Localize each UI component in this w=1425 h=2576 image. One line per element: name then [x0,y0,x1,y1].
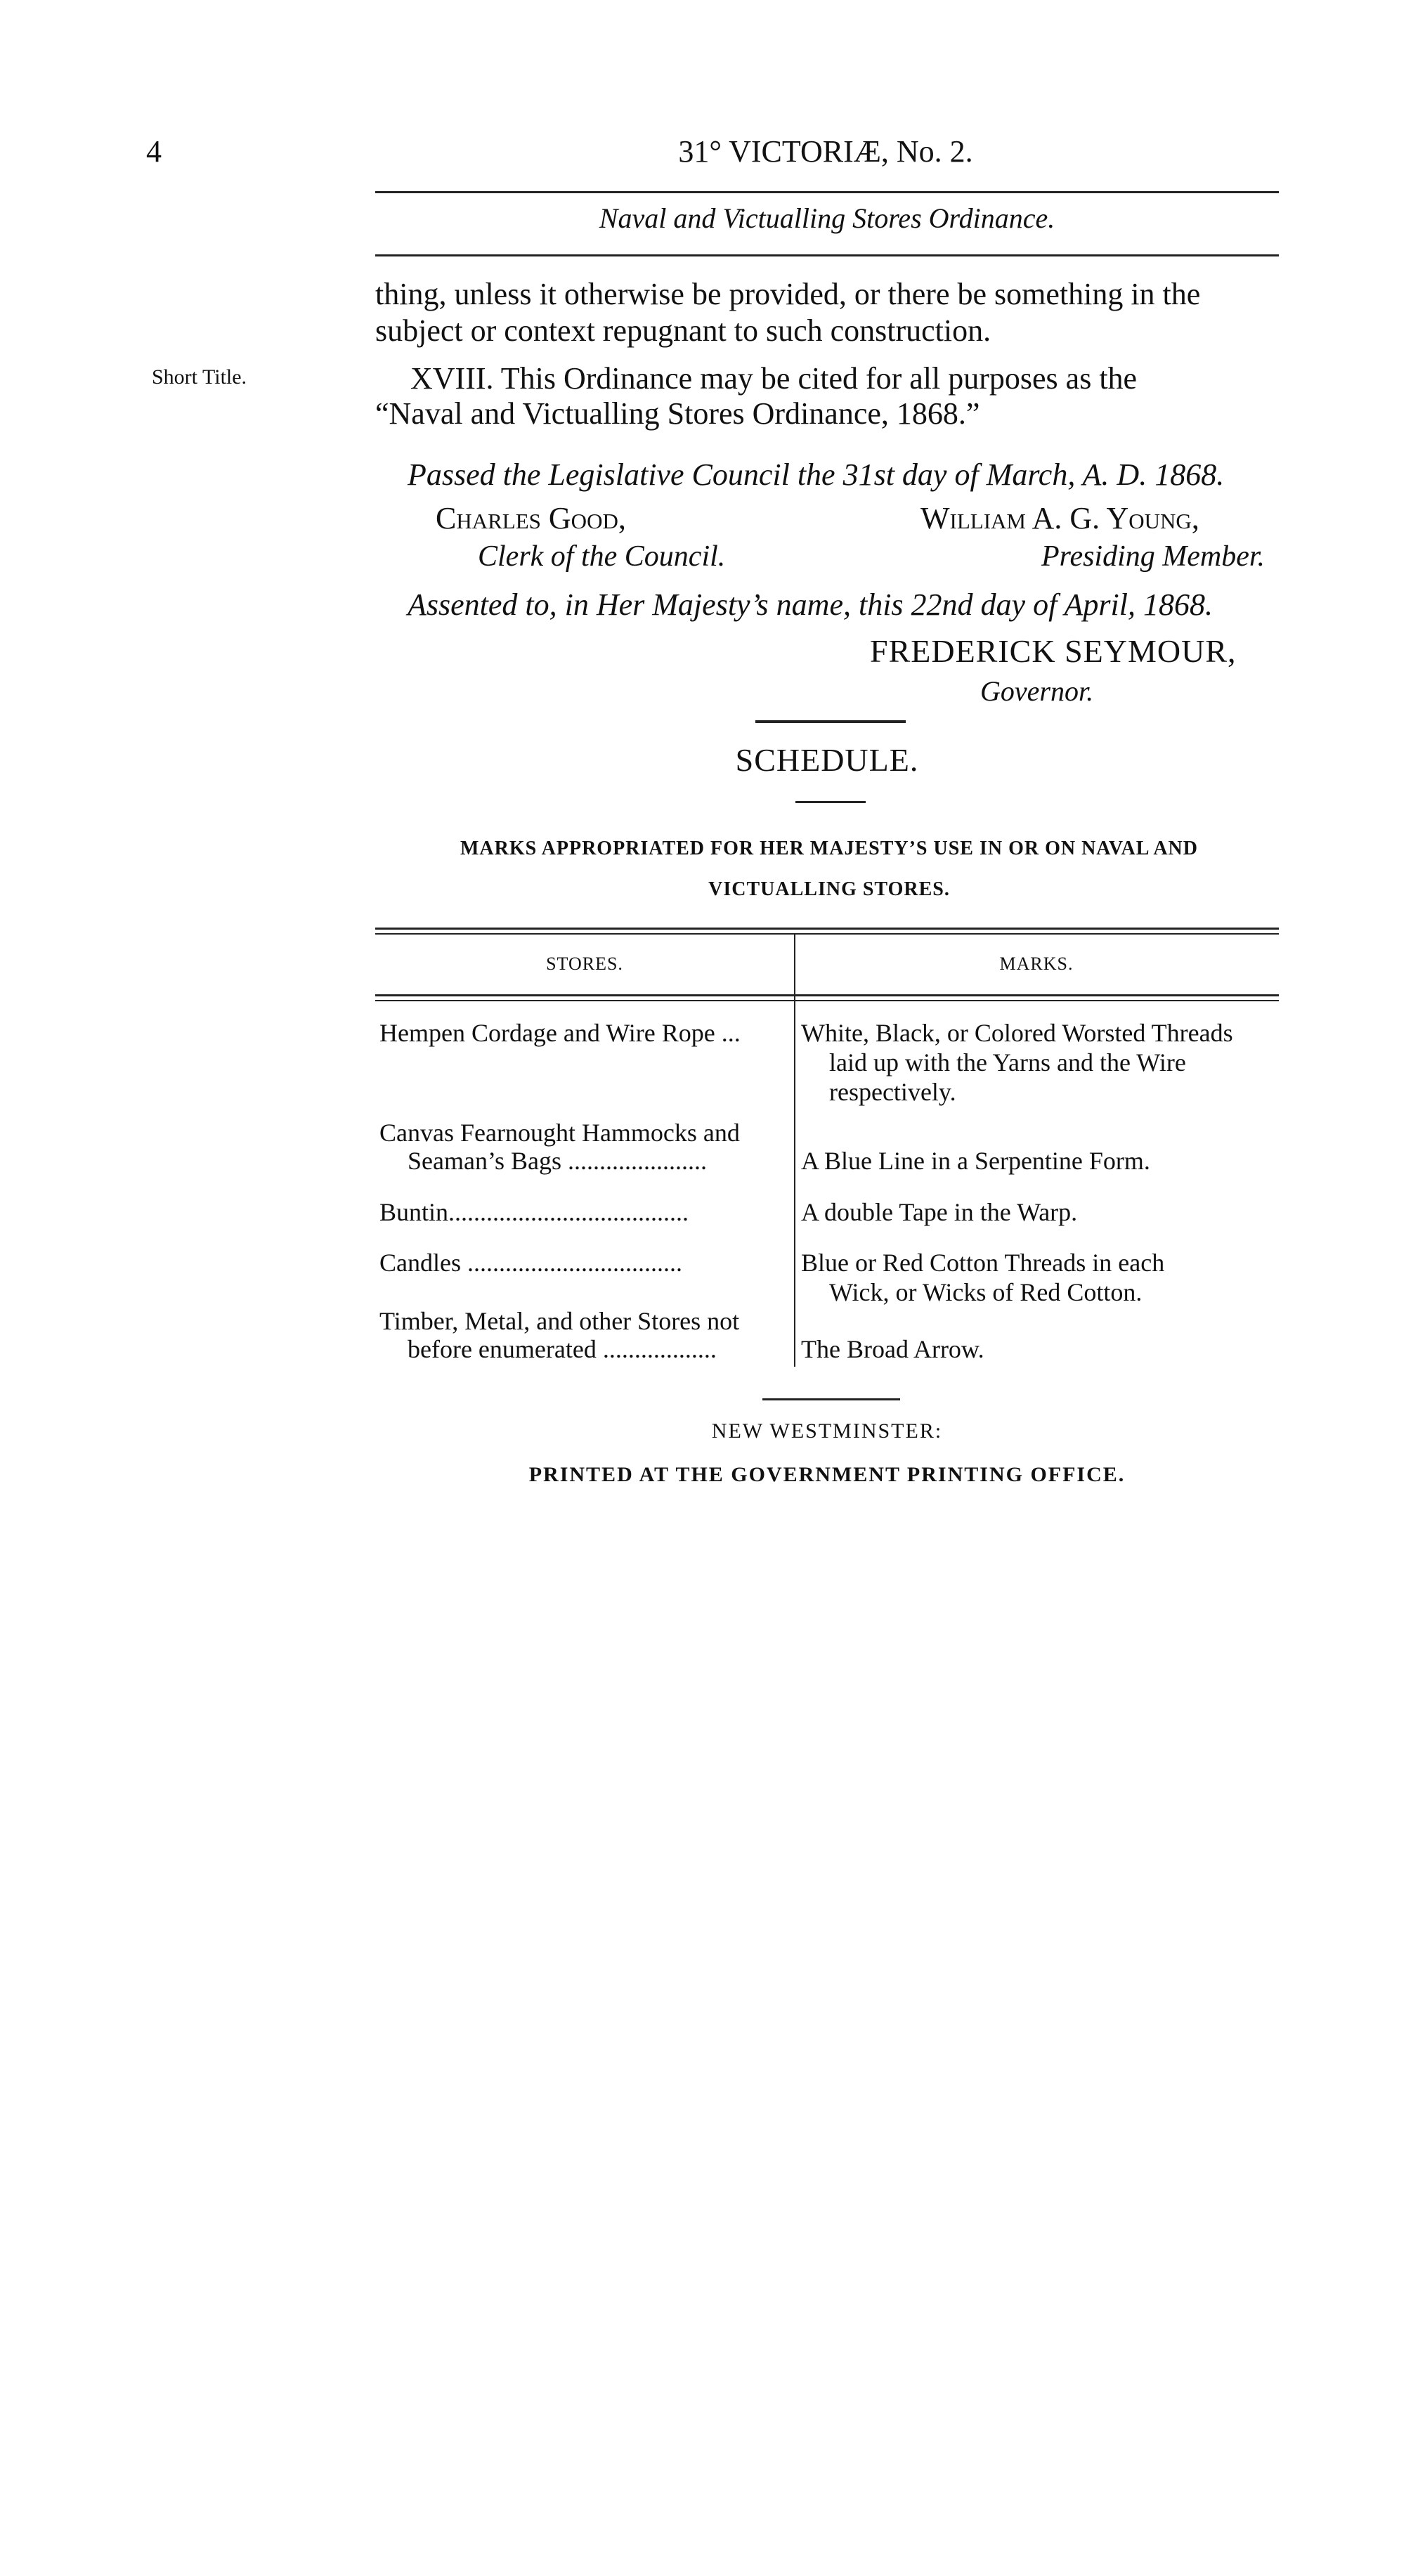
section-xviii-line: “Naval and Victualling Stores Ordinance, 1868.” [375,396,980,431]
ordinance-subtitle: Naval and Victualling Stores Ordinance. [599,202,1055,234]
table-column-divider [794,935,795,1367]
column-header-stores: STORES. [546,954,623,974]
header-rule [375,191,1279,193]
table-cell-mark: White, Black, or Colored Worsted Threads [801,1019,1233,1047]
subtitle-rule [375,254,1279,256]
section-divider [755,720,906,723]
table-cell-mark: respectively. [829,1078,956,1106]
column-header-marks: MARKS. [999,954,1074,974]
table-top-rule [375,928,1279,935]
page-number: 4 [146,134,162,169]
table-cell-mark: A Blue Line in a Serpentine Form. [801,1147,1150,1175]
schedule-caption: MARKS APPROPRIATED FOR HER MAJESTY’S USE IN OR ON NAVAL AND [460,838,1198,859]
table-cell-store: before enumerated .................. [408,1335,717,1363]
continuation-line: thing, unless it otherwise be provided, or there be something in the [375,277,1201,311]
schedule-caption: VICTUALLING STORES. [708,878,950,900]
imprint-printer: PRINTED AT THE GOVERNMENT PRINTING OFFICE. [528,1463,1126,1486]
table-cell-store: Timber, Metal, and other Stores not [379,1307,740,1335]
table-cell-store: Candles .................................. [379,1249,682,1277]
section-xviii-line: XVIII. This Ordinance may be cited for all purposes as the [410,361,1138,396]
schedule-divider [795,801,866,803]
table-cell-mark: A double Tape in the Warp. [801,1198,1078,1226]
running-title: 31° VICTORIÆ, No. 2. [678,134,973,169]
side-note-short-title: Short Title. [152,365,247,389]
table-cell-mark: laid up with the Yarns and the Wire [829,1048,1186,1076]
table-cell-store: Hempen Cordage and Wire Rope ... [379,1019,741,1047]
assent-statement: Assented to, in Her Majesty’s name, this 22nd day of April, 1868. [408,587,1213,622]
table-header-rule [375,994,1279,1001]
passed-statement: Passed the Legislative Council the 31st day of March, A. D. 1868. [408,457,1225,492]
continuation-line: subject or context repugnant to such construction. [375,313,991,348]
table-cell-store: Buntin...................................... [379,1198,689,1226]
table-cell-store: Seaman’s Bags ...................... [408,1147,707,1175]
governor-name: FREDERICK SEYMOUR, [870,633,1237,669]
table-cell-mark: The Broad Arrow. [801,1335,984,1363]
table-cell-mark: Wick, or Wicks of Red Cotton. [829,1278,1143,1306]
presiding-member-title: Presiding Member. [1041,540,1265,573]
schedule-title: SCHEDULE. [735,742,919,778]
governor-title: Governor. [980,675,1094,707]
table-cell-store: Canvas Fearnought Hammocks and [379,1119,740,1147]
table-cell-mark: Blue or Red Cotton Threads in each [801,1249,1165,1277]
presiding-member-name: William A. G. Young, [920,501,1199,535]
footer-divider [762,1398,900,1400]
imprint-place: NEW WESTMINSTER: [711,1419,943,1443]
clerk-title: Clerk of the Council. [478,540,726,573]
clerk-name: Charles Good, [436,501,626,535]
